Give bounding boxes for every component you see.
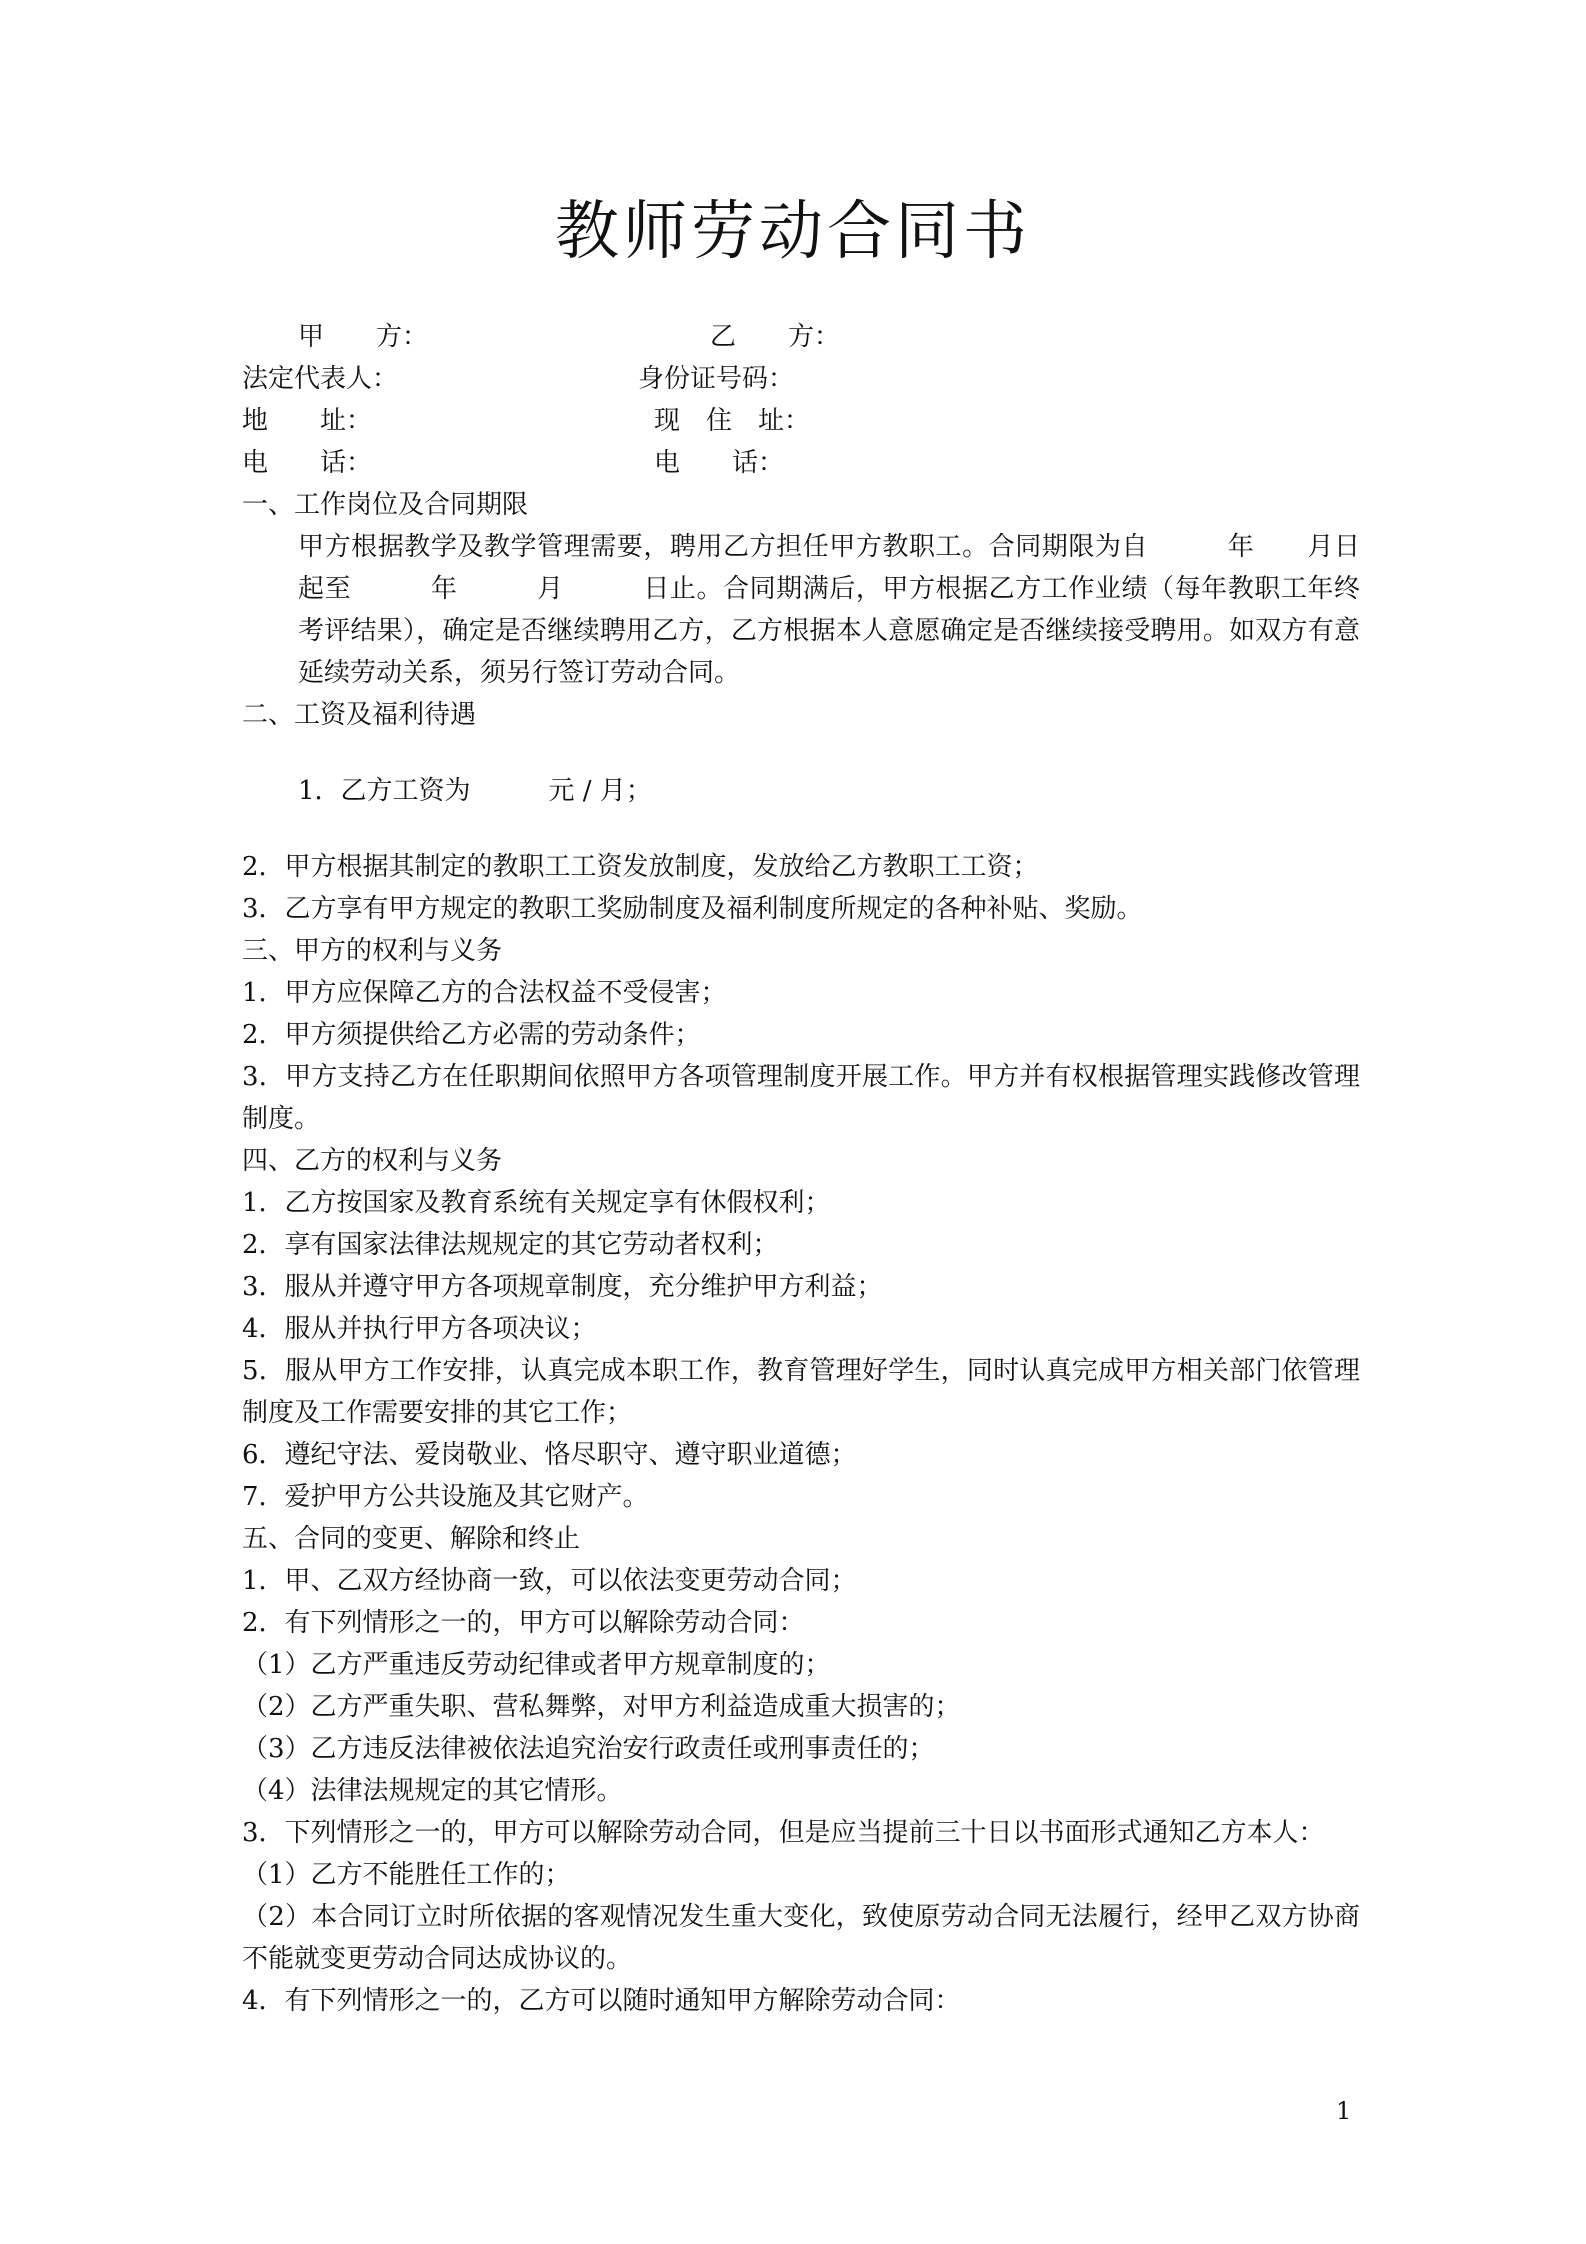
sub-clause-item: （1）乙方严重违反劳动纪律或者甲方规章制度的； bbox=[242, 1650, 831, 1680]
party-row-names bbox=[242, 316, 1360, 358]
section-heading: 二、工资及福利待遇 bbox=[242, 700, 477, 730]
address-a-label: 地 址： bbox=[242, 406, 373, 436]
clause-item: 3．乙方享有甲方规定的教职工奖励制度及福利制度所规定的各种补贴、奖励。 bbox=[242, 894, 1143, 924]
party-row-address bbox=[242, 400, 1360, 442]
party-a-label: 甲 方： bbox=[298, 322, 429, 352]
clause-item: 1．乙方工资为 元 / 月； bbox=[298, 776, 652, 806]
paragraph: 甲方根据教学及教学管理需要，聘用乙方担任甲方教职工。合同期限为自 年 月日起至 年 月 日止。合同期满后，甲方根据乙方工作业绩（每年教职工年终考评结果），确定是否继续聘用乙方，乙方根据本人意愿确定是否继续接受聘用。如双方有意延续劳动关系，须另行签订劳动合同。 bbox=[298, 532, 1360, 688]
page-number: 1 bbox=[1336, 2097, 1352, 2125]
party-row-phone bbox=[242, 442, 1360, 484]
sub-clause-item: （3）乙方违反法律被依法追究治安行政责任或刑事责任的； bbox=[242, 1734, 935, 1764]
clause-item: 6．遵纪守法、爱岗敬业、恪尽职守、遵守职业道德； bbox=[242, 1440, 857, 1470]
sub-clause-item: （2）本合同订立时所依据的客观情况发生重大变化，致使原劳动合同无法履行，经甲乙双方协商不能就变更劳动合同达成协议的。 bbox=[242, 1902, 1360, 1974]
clause-item: 1．甲方应保障乙方的合法权益不受侵害； bbox=[242, 978, 727, 1008]
party-row-id bbox=[242, 358, 1360, 400]
clause-item: 1．乙方按国家及教育系统有关规定享有休假权利； bbox=[242, 1188, 831, 1218]
clause-item: 5．服从甲方工作安排，认真完成本职工作，教育管理好学生，同时认真完成甲方相关部门依管理制度及工作需要安排的其它工作； bbox=[242, 1356, 1360, 1428]
section-heading: 一、工作岗位及合同期限 bbox=[242, 490, 529, 520]
sub-clause-item: （2）乙方严重失职、营私舞弊，对甲方利益造成重大损害的； bbox=[242, 1692, 961, 1722]
contract-body bbox=[242, 484, 1360, 2022]
section-heading: 四、乙方的权利与义务 bbox=[242, 1146, 503, 1176]
sub-clause-item: （4）法律法规规定的其它情形。 bbox=[242, 1776, 623, 1806]
sub-clause-item: （1）乙方不能胜任工作的； bbox=[242, 1860, 571, 1890]
clause-item: 3．甲方支持乙方在任职期间依照甲方各项管理制度开展工作。甲方并有权根据管理实践修改管理制度。 bbox=[242, 1062, 1360, 1134]
id-number-label: 身份证号码： bbox=[638, 364, 795, 394]
phone-b-label: 电 话： bbox=[654, 448, 785, 478]
clause-item: 1．甲、乙双方经协商一致，可以依法变更劳动合同； bbox=[242, 1566, 857, 1596]
section-heading: 三、甲方的权利与义务 bbox=[242, 936, 503, 966]
document-title: 教师劳动合同书 bbox=[555, 195, 1031, 269]
section-heading: 五、合同的变更、解除和终止 bbox=[242, 1524, 581, 1554]
phone-a-label: 电 话： bbox=[242, 448, 373, 478]
address-b-label: 现 住 址： bbox=[654, 406, 811, 436]
clause-item: 2．有下列情形之一的，甲方可以解除劳动合同： bbox=[242, 1608, 805, 1638]
clause-item: 7．爱护甲方公共设施及其它财产。 bbox=[242, 1482, 649, 1512]
clause-item: 3．下列情形之一的，甲方可以解除劳动合同，但是应当提前三十日以书面形式通知乙方本人： bbox=[242, 1818, 1325, 1848]
clause-item: 3．服从并遵守甲方各项规章制度，充分维护甲方利益； bbox=[242, 1272, 883, 1302]
party-b-label: 乙 方： bbox=[710, 322, 841, 352]
party-info bbox=[242, 316, 1360, 484]
clause-item: 2．甲方根据其制定的教职工工资发放制度，发放给乙方教职工工资； bbox=[242, 852, 1039, 882]
clause-item: 4．服从并执行甲方各项决议； bbox=[242, 1314, 597, 1344]
clause-item: 4．有下列情形之一的，乙方可以随时通知甲方解除劳动合同： bbox=[242, 1986, 961, 2016]
clause-item: 2．甲方须提供给乙方必需的劳动条件； bbox=[242, 1020, 701, 1050]
legal-rep-label: 法定代表人： bbox=[242, 364, 399, 394]
clause-item: 2．享有国家法律法规规定的其它劳动者权利； bbox=[242, 1230, 779, 1260]
